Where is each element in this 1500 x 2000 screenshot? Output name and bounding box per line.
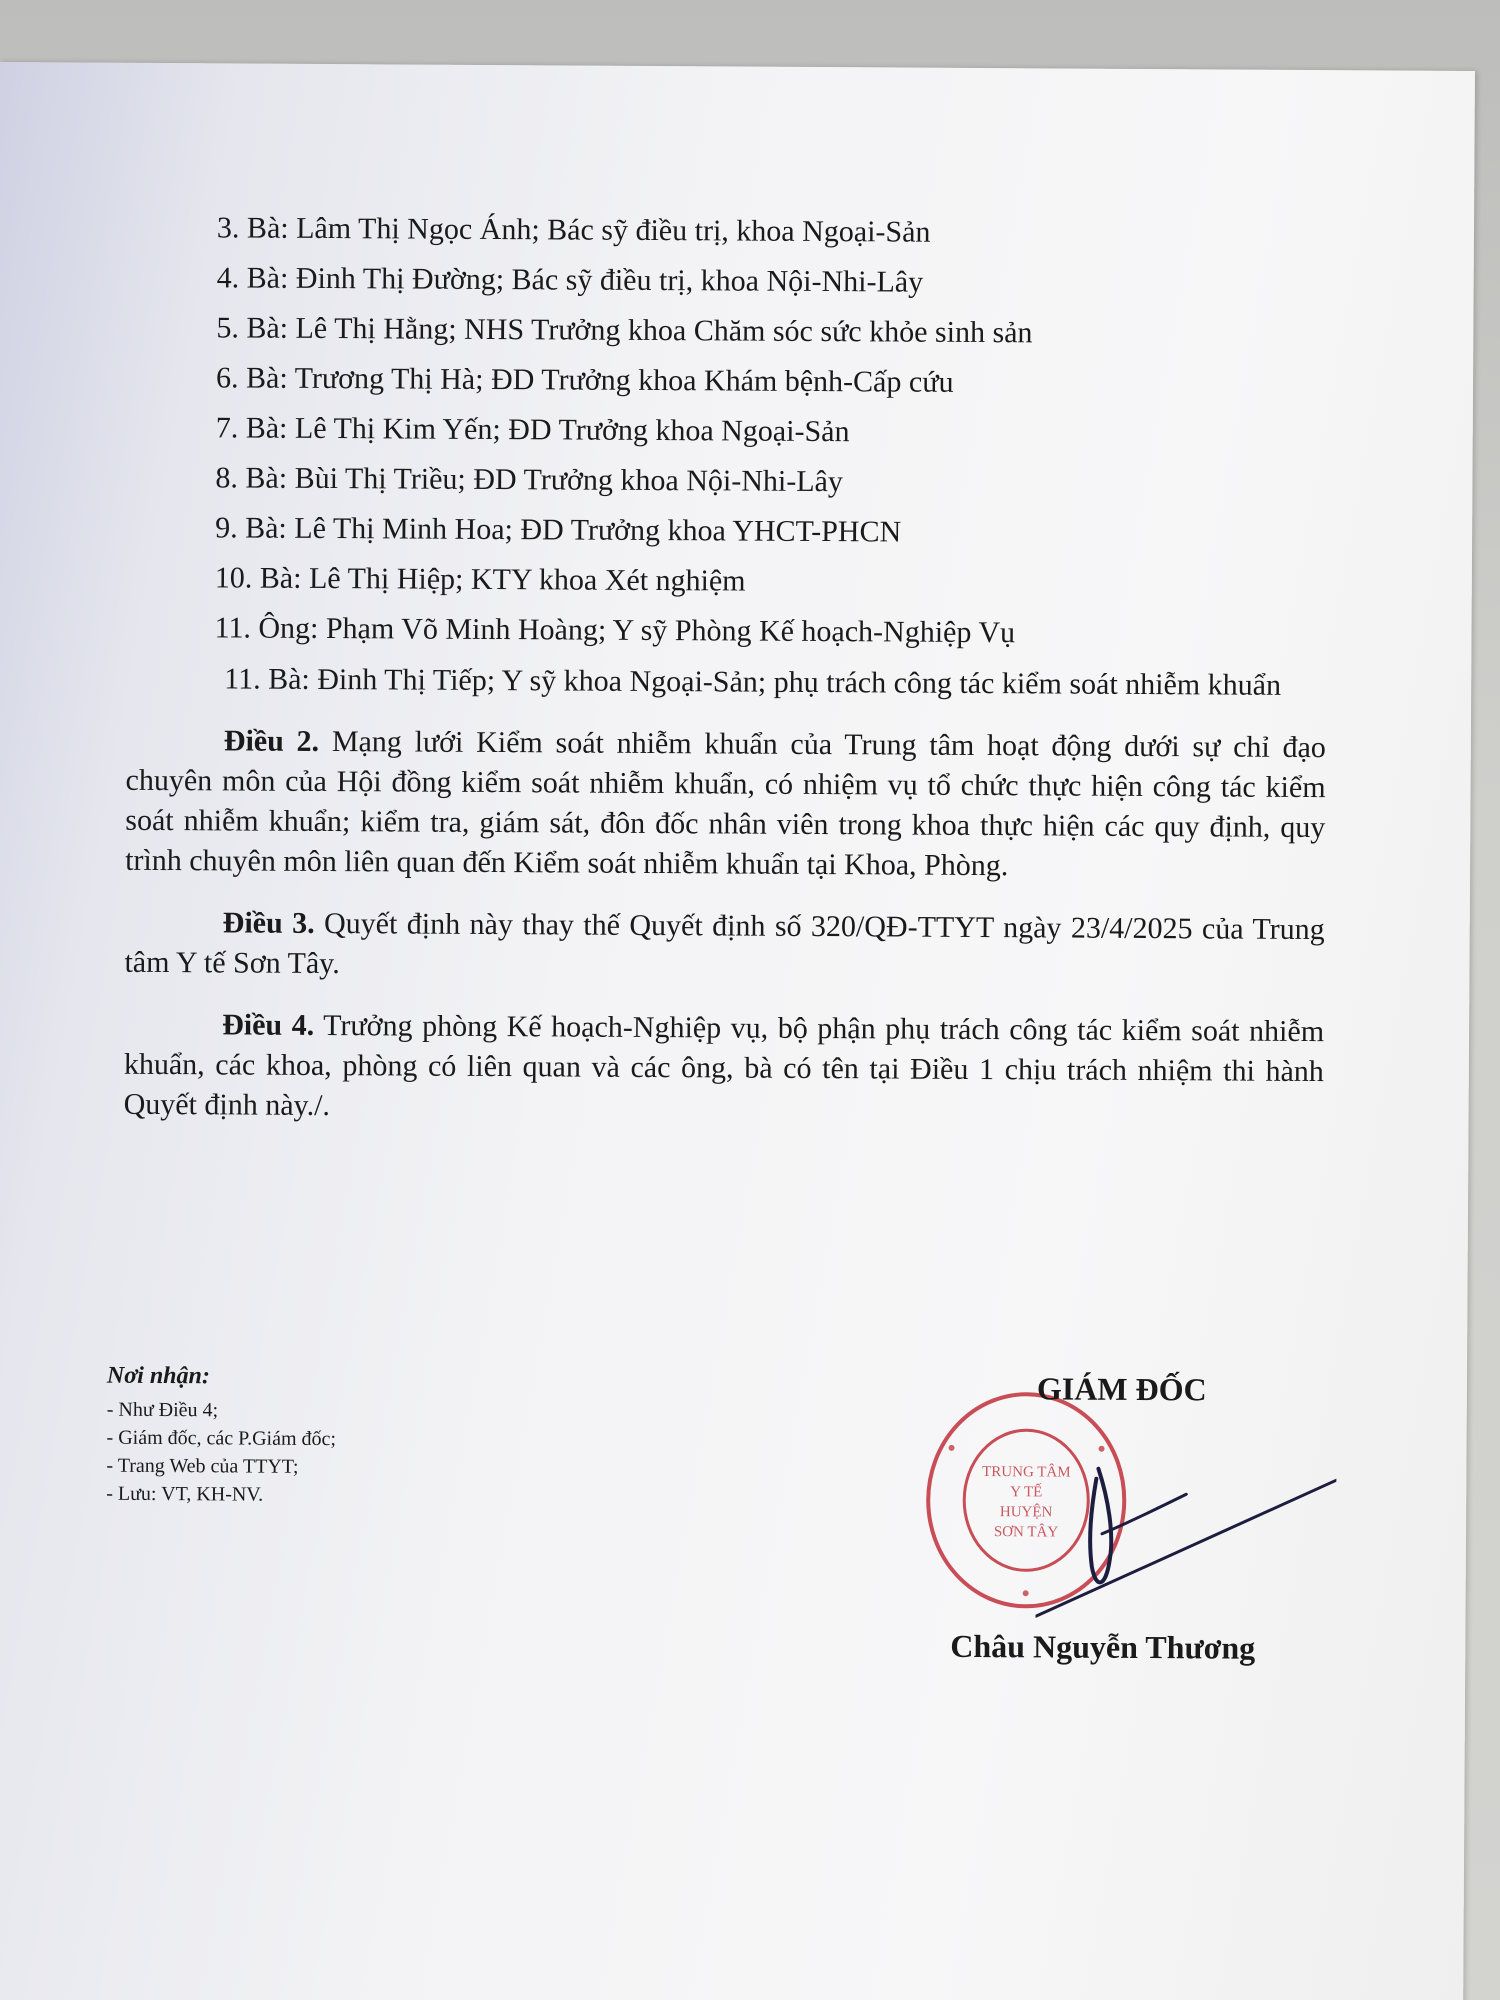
article-3-text: Quyết định này thay thế Quyết định số 320/QĐ-TTYT ngày 23/4/2025 của Trung tâm Y tế Sơn Tây. [124, 906, 1325, 981]
member-item-6: 6. Bà: Trương Thị Hà; ĐD Trưởng khoa Khám bệnh-Cấp cứu [215, 361, 954, 399]
article-3 [114, 903, 1324, 990]
recipient-line: - Như Điều 4; [106, 1398, 219, 1422]
article-4 [114, 1005, 1325, 1132]
recipients-heading: Nơi nhận: [106, 1362, 210, 1390]
handwritten-signature [1036, 1438, 1337, 1620]
member-item-5: 5. Bà: Lê Thị Hằng; NHS Trưởng khoa Chăm sóc sức khỏe sinh sản [216, 311, 1033, 350]
signer-position: GIÁM ĐỐC [1036, 1370, 1207, 1408]
document-page [0, 62, 1475, 2000]
article-4-label: Điều 4. [222, 1008, 315, 1042]
stamp-line-3: HUYỆN [999, 1504, 1053, 1521]
signer-name: Châu Nguyễn Thương [950, 1627, 1256, 1666]
member-item-11b: 11. Bà: Đinh Thị Tiếp; Y sỹ khoa Ngoại-Sản; phụ trách công tác kiểm soát nhiễm khuẩn [224, 662, 1282, 702]
document-body [114, 203, 1330, 1132]
article-2-label: Điều 2. [223, 724, 320, 758]
stamp-line-1: TRUNG TÂM [982, 1464, 1071, 1481]
recipients-block [106, 1363, 527, 1511]
document-footer [105, 1363, 1367, 1691]
member-item-3: 3. Bà: Lâm Thị Ngọc Ánh; Bác sỹ điều trị, khoa Ngoại-Sản [216, 211, 931, 249]
member-item-10: 10. Bà: Lê Thị Hiệp; KTY khoa Xét nghiệm [214, 561, 746, 598]
member-item-7: 7. Bà: Lê Thị Kim Yến; ĐD Trưởng khoa Ngoại-Sản [215, 411, 850, 449]
signature-block [805, 1367, 1327, 1690]
article-4-text: Trưởng phòng Kế hoạch-Nghiệp vụ, bộ phận phụ trách công tác kiểm soát nhiễm khuẩn, các khoa, phòng có liên quan và các ông, bà có tên tại Điều 1 chịu trách nhiệm thi hành Quyết định này./. [123, 1008, 1325, 1123]
stamp-line-2: Y TẾ [1010, 1484, 1043, 1501]
member-item-9: 9. Bà: Lê Thị Minh Hoa; ĐD Trưởng khoa YHCT-PHCN [215, 511, 902, 549]
stamp-line-4: SƠN TÂY [993, 1524, 1059, 1541]
article-2-text: Mạng lưới Kiểm soát nhiễm khuẩn của Trung tâm hoạt động dưới sự chỉ đạo chuyên môn của Hội đồng kiểm soát nhiễm khuẩn, có nhiệm vụ tổ chức thực hiện công tác kiểm soát nhiễm khuẩn; kiểm tra, giám sát, đôn đốc nhân viên trong khoa thực hiện các quy định, quy trình chuyên môn liên quan đến Kiểm soát nhiễm khuẩn tại Khoa, Phòng. [125, 724, 1326, 883]
article-2 [115, 721, 1326, 888]
recipient-line: - Giám đốc, các P.Giám đốc; [106, 1426, 337, 1451]
article-3-label: Điều 3. [222, 906, 315, 940]
member-item-8: 8. Bà: Bùi Thị Triều; ĐD Trưởng khoa Nội-Nhi-Lây [215, 461, 843, 499]
member-item-4: 4. Bà: Đinh Thị Đường; Bác sỹ điều trị, khoa Nội-Nhi-Lây [216, 261, 924, 299]
recipient-line: - Lưu: VT, KH-NV. [106, 1482, 264, 1506]
member-item-11a: 11. Ông: Phạm Võ Minh Hoàng; Y sỹ Phòng Kế hoạch-Nghiệp Vụ [214, 611, 1016, 650]
recipient-line: - Trang Web của TTYT; [106, 1454, 299, 1478]
